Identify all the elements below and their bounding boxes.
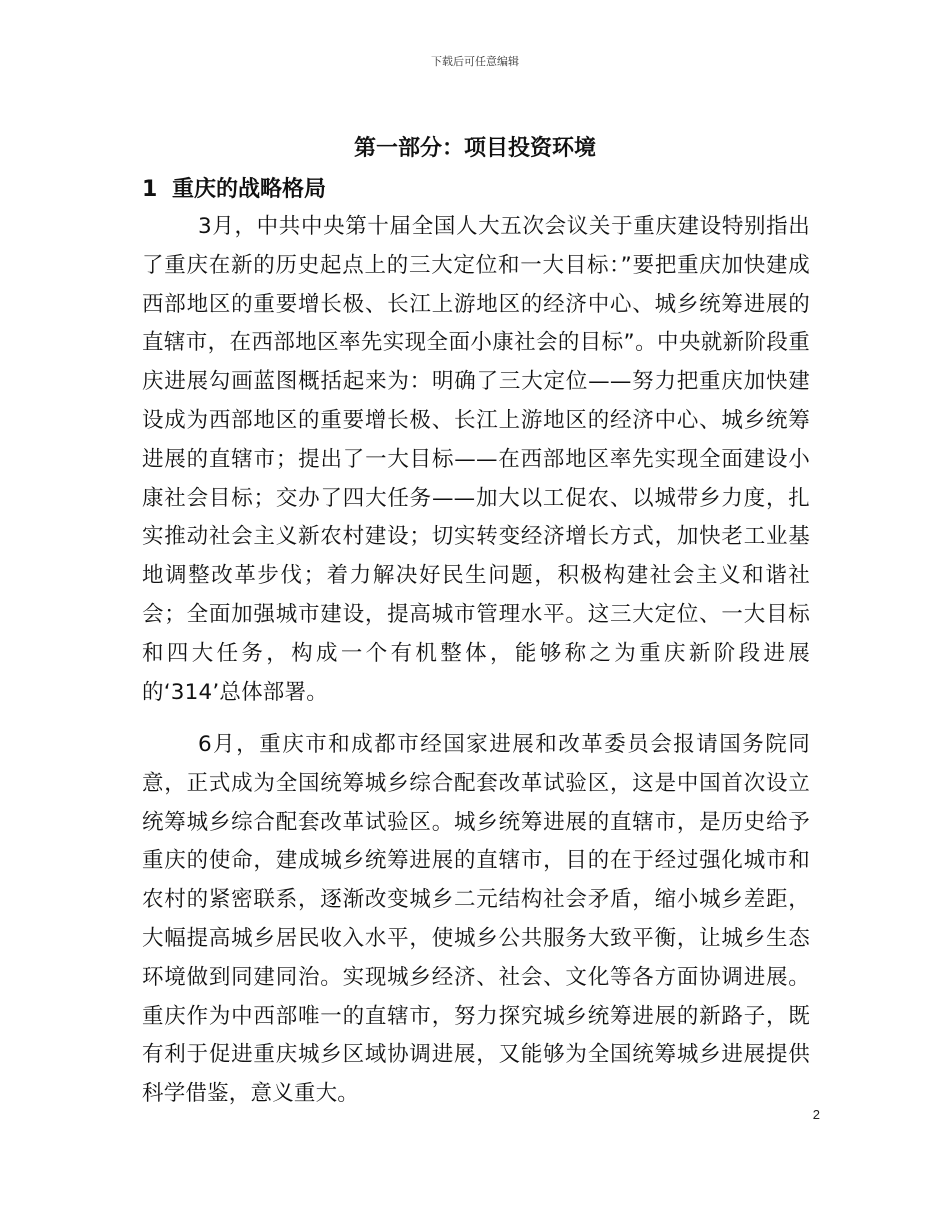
page-number: 2 — [812, 1107, 820, 1122]
paragraph-text: 6月，重庆市和成都市经国家进展和改革委员会报请国务院同意，正式成为全国统筹城乡综合配套改革试验区，这是中国首次设立统筹城乡综合配套改革试验区。城乡统筹进展的直辖市，是历史给予重庆的使命，建成城乡统筹进展的直辖市，目的在于经过强化城市和农村的紧密联系，逐渐改变城乡二元结构社会矛盾，缩小城乡差距，大幅提高城乡居民收入水平，使城乡公共服务大致平衡，让城乡生态环境做到同建同治。实现城乡经济、社会、文化等各方面协调进展。重庆作为中西部唯一的直辖市，努力探究城乡统筹进展的新路子，既有利于促进重庆城乡区域协调进展，又能够为全国统筹城乡进展提供科学借鉴，意义重大。 — [142, 732, 810, 1107]
section-heading — [142, 173, 326, 207]
section-title: 重庆的战略格局 — [172, 177, 327, 202]
body-paragraph-2 — [142, 726, 810, 1114]
section-number: 1 — [142, 177, 158, 202]
paragraph-text: 3月，中共中央第十届全国人大五次会议关于重庆建设特别指出了重庆在新的历史起点上的三大定位和一大目标：”要把重庆加快建成西部地区的重要增长极、长江上游地区的经济中心、城乡统筹进展的直辖市，在西部地区率先实现全面小康社会的目标”。中央就新阶段重庆进展勾画蓝图概括起来为：明确了三大定位——努力把重庆加快建设成为西部地区的重要增长极、长江上游地区的经济中心、城乡统筹进展的直辖市；提出了一大目标——在西部地区率先实现全面建设小康社会目标；交办了四大任务——加大以工促农、以城带乡力度，扎实推动社会主义新农村建设；切实转变经济增长方式，加快老工业基地调整改革步伐；着力解决好民生问题，积极构建社会主义和谐社会；全面加强城市建设，提高城市管理水平。这三大定位、一大目标和四大任务，构成一个有机整体，能够称之为重庆新阶段进展的‘314’总体部署。 — [142, 214, 810, 705]
body-paragraph-1 — [142, 208, 810, 712]
document-title: 第一部分：项目投资环境 — [353, 136, 596, 161]
page-header: 下载后可任意编辑 — [431, 55, 519, 68]
